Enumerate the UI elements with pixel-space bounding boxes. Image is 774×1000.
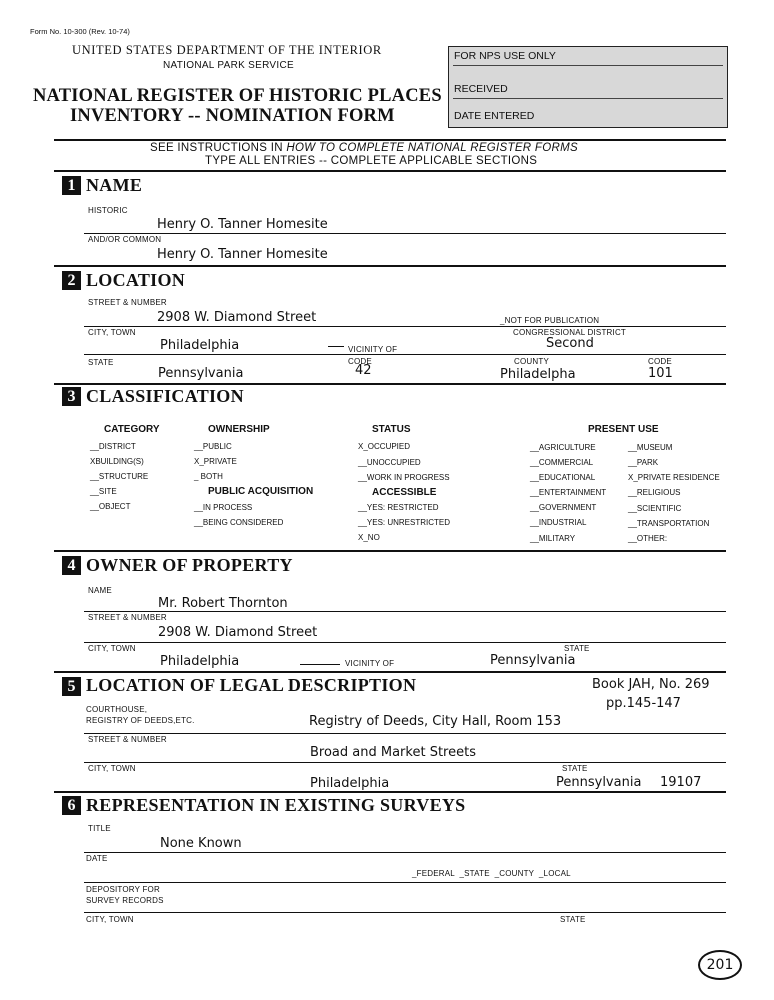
location-city-field[interactable]: Philadelphia: [160, 338, 240, 353]
status-unoccupied[interactable]: __UNOCCUPIED: [358, 458, 421, 467]
section-number-2: 2: [62, 271, 81, 290]
legal-street-field[interactable]: Broad and Market Streets: [310, 745, 476, 760]
owner-name-field[interactable]: Mr. Robert Thornton: [158, 596, 288, 611]
county-code-label: CODE: [648, 357, 672, 366]
legal-state-label: STATE: [562, 764, 588, 773]
survey-levels[interactable]: _FEDERAL _STATE _COUNTY _LOCAL: [412, 869, 571, 878]
section-number-3: 3: [62, 387, 81, 406]
form-title-line1: NATIONAL REGISTER OF HISTORIC PLACES: [33, 86, 442, 106]
use-industrial[interactable]: __INDUSTRIAL: [530, 518, 587, 527]
legal-zip-field[interactable]: 19107: [660, 775, 702, 790]
category-district[interactable]: __DISTRICT: [90, 442, 136, 451]
depository-label-1: DEPOSITORY FOR: [86, 885, 160, 894]
acquisition-in-process[interactable]: __IN PROCESS: [194, 503, 253, 512]
ownership-public[interactable]: __PUBLIC: [194, 442, 232, 451]
survey-date-label: DATE: [86, 854, 108, 863]
use-religious[interactable]: __RELIGIOUS: [628, 488, 681, 497]
page-number-stamp: 201: [698, 950, 742, 980]
use-military[interactable]: __MILITARY: [530, 534, 576, 543]
courthouse-field[interactable]: Registry of Deeds, City Hall, Room 153: [309, 714, 562, 729]
use-park[interactable]: __PARK: [628, 458, 659, 467]
form-number: Form No. 10-300 (Rev. 10-74): [30, 27, 130, 36]
state-code-field[interactable]: 42: [355, 363, 372, 378]
section-title-legal: LOCATION OF LEGAL DESCRIPTION: [86, 675, 417, 695]
owner-city-field[interactable]: Philadelphia: [160, 654, 240, 669]
use-agriculture[interactable]: __AGRICULTURE: [530, 443, 596, 452]
nps-use-only-box: [448, 46, 728, 128]
survey-title-field[interactable]: None Known: [160, 836, 242, 851]
form-title-line2: INVENTORY -- NOMINATION FORM: [70, 106, 395, 126]
book-reference-1: Book JAH, No. 269: [592, 677, 710, 692]
county-field[interactable]: Philadelpha: [500, 367, 576, 382]
use-commercial[interactable]: __COMMERCIAL: [530, 458, 594, 467]
owner-vicinity-label: VICINITY OF: [345, 659, 395, 668]
common-name-field[interactable]: Henry O. Tanner Homesite: [157, 247, 328, 262]
section-number-4: 4: [62, 556, 81, 575]
legal-city-field[interactable]: Philadelphia: [310, 776, 390, 791]
county-label: COUNTY: [514, 357, 549, 366]
section-title-surveys: REPRESENTATION IN EXISTING SURVEYS: [86, 795, 466, 815]
section-title-name: NAME: [86, 175, 143, 195]
owner-state-field[interactable]: Pennsylvania: [490, 653, 576, 668]
legal-state-field[interactable]: Pennsylvania: [556, 775, 642, 790]
acquisition-being-considered[interactable]: __BEING CONSIDERED: [194, 518, 284, 527]
county-code-field[interactable]: 101: [648, 366, 673, 381]
section-title-owner: OWNER OF PROPERTY: [86, 555, 293, 575]
ownership-both[interactable]: _ BOTH: [194, 472, 223, 481]
city-town-label: CITY, TOWN: [88, 328, 136, 337]
ownership-private[interactable]: X_PRIVATE: [194, 457, 237, 466]
owner-city-label: CITY, TOWN: [88, 644, 136, 653]
owner-street-field[interactable]: 2908 W. Diamond Street: [158, 625, 318, 640]
department-name: UNITED STATES DEPARTMENT OF THE INTERIOR: [72, 43, 382, 57]
state-code-label: CODE: [348, 357, 372, 366]
section-title-classification: CLASSIFICATION: [86, 386, 244, 406]
instructions-title: HOW TO COMPLETE NATIONAL REGISTER FORMS: [286, 142, 578, 154]
category-site[interactable]: __SITE: [90, 487, 117, 496]
street-number-label: STREET & NUMBER: [88, 298, 167, 307]
survey-city-label: CITY, TOWN: [86, 915, 134, 924]
accessible-restricted[interactable]: __YES: RESTRICTED: [358, 503, 439, 512]
instructions-line2: TYPE ALL ENTRIES -- COMPLETE APPLICABLE SECTIONS: [205, 155, 538, 167]
use-scientific[interactable]: __SCIENTIFIC: [628, 504, 682, 513]
depository-label-2: SURVEY RECORDS: [86, 896, 164, 905]
book-reference-2: pp.145-147: [606, 696, 681, 711]
survey-state-label: STATE: [560, 915, 586, 924]
instructions-prefix: SEE INSTRUCTIONS IN: [150, 142, 287, 154]
service-name: NATIONAL PARK SERVICE: [163, 60, 294, 71]
section-title-location: LOCATION: [86, 270, 186, 290]
common-name-label: AND/OR COMMON: [88, 235, 162, 244]
owner-street-label: STREET & NUMBER: [88, 613, 167, 622]
use-government[interactable]: __GOVERNMENT: [530, 503, 597, 512]
accessible-no[interactable]: X_NO: [358, 533, 380, 542]
status-work-in-progress[interactable]: __WORK IN PROGRESS: [358, 473, 450, 482]
historic-name-field[interactable]: Henry O. Tanner Homesite: [157, 217, 328, 232]
instructions-line1: [150, 142, 578, 154]
status-occupied[interactable]: X_OCCUPIED: [358, 442, 411, 451]
category-object[interactable]: __OBJECT: [90, 502, 131, 511]
congressional-district-label: CONGRESSIONAL DISTRICT: [513, 328, 627, 337]
date-entered-label: DATE ENTERED: [454, 110, 535, 122]
received-label: RECEIVED: [454, 83, 508, 95]
historic-label: HISTORIC: [88, 206, 128, 215]
registry-label: REGISTRY OF DEEDS,ETC.: [86, 716, 195, 725]
present-use-heading: PRESENT USE: [588, 424, 659, 435]
nps-use-only-label: FOR NPS USE ONLY: [454, 50, 556, 62]
acquisition-heading: PUBLIC ACQUISITION: [208, 486, 314, 497]
status-heading: STATUS: [372, 424, 411, 435]
category-building[interactable]: XBUILDING(S): [90, 457, 144, 466]
courthouse-label: COURTHOUSE,: [86, 705, 148, 714]
survey-title-label: TITLE: [88, 824, 111, 833]
use-other[interactable]: __OTHER:: [628, 534, 668, 543]
section-number-6: 6: [62, 796, 81, 815]
legal-street-label: STREET & NUMBER: [88, 735, 167, 744]
location-state-field[interactable]: Pennsylvania: [158, 366, 244, 381]
vicinity-of-label: VICINITY OF: [348, 345, 398, 354]
category-structure[interactable]: __STRUCTURE: [90, 472, 149, 481]
category-heading: CATEGORY: [104, 424, 160, 435]
accessible-heading: ACCESSIBLE: [372, 487, 437, 498]
accessible-unrestricted[interactable]: __YES: UNRESTRICTED: [358, 518, 451, 527]
use-private-residence[interactable]: X_PRIVATE RESIDENCE: [628, 473, 720, 482]
state-label: STATE: [88, 358, 114, 367]
ownership-heading: OWNERSHIP: [208, 424, 270, 435]
use-transportation[interactable]: __TRANSPORTATION: [628, 519, 710, 528]
owner-state-label: STATE: [564, 644, 590, 653]
use-entertainment[interactable]: __ENTERTAINMENT: [530, 488, 607, 497]
section-number-1: 1: [62, 176, 81, 195]
use-museum[interactable]: __MUSEUM: [628, 443, 673, 452]
legal-city-label: CITY, TOWN: [88, 764, 136, 773]
congressional-district-field[interactable]: Second: [546, 336, 594, 351]
owner-name-label: NAME: [88, 586, 112, 595]
location-street-field[interactable]: 2908 W. Diamond Street: [157, 310, 317, 325]
not-for-publication[interactable]: _NOT FOR PUBLICATION: [500, 316, 600, 325]
use-educational[interactable]: __EDUCATIONAL: [530, 473, 596, 482]
section-number-5: 5: [62, 677, 81, 696]
